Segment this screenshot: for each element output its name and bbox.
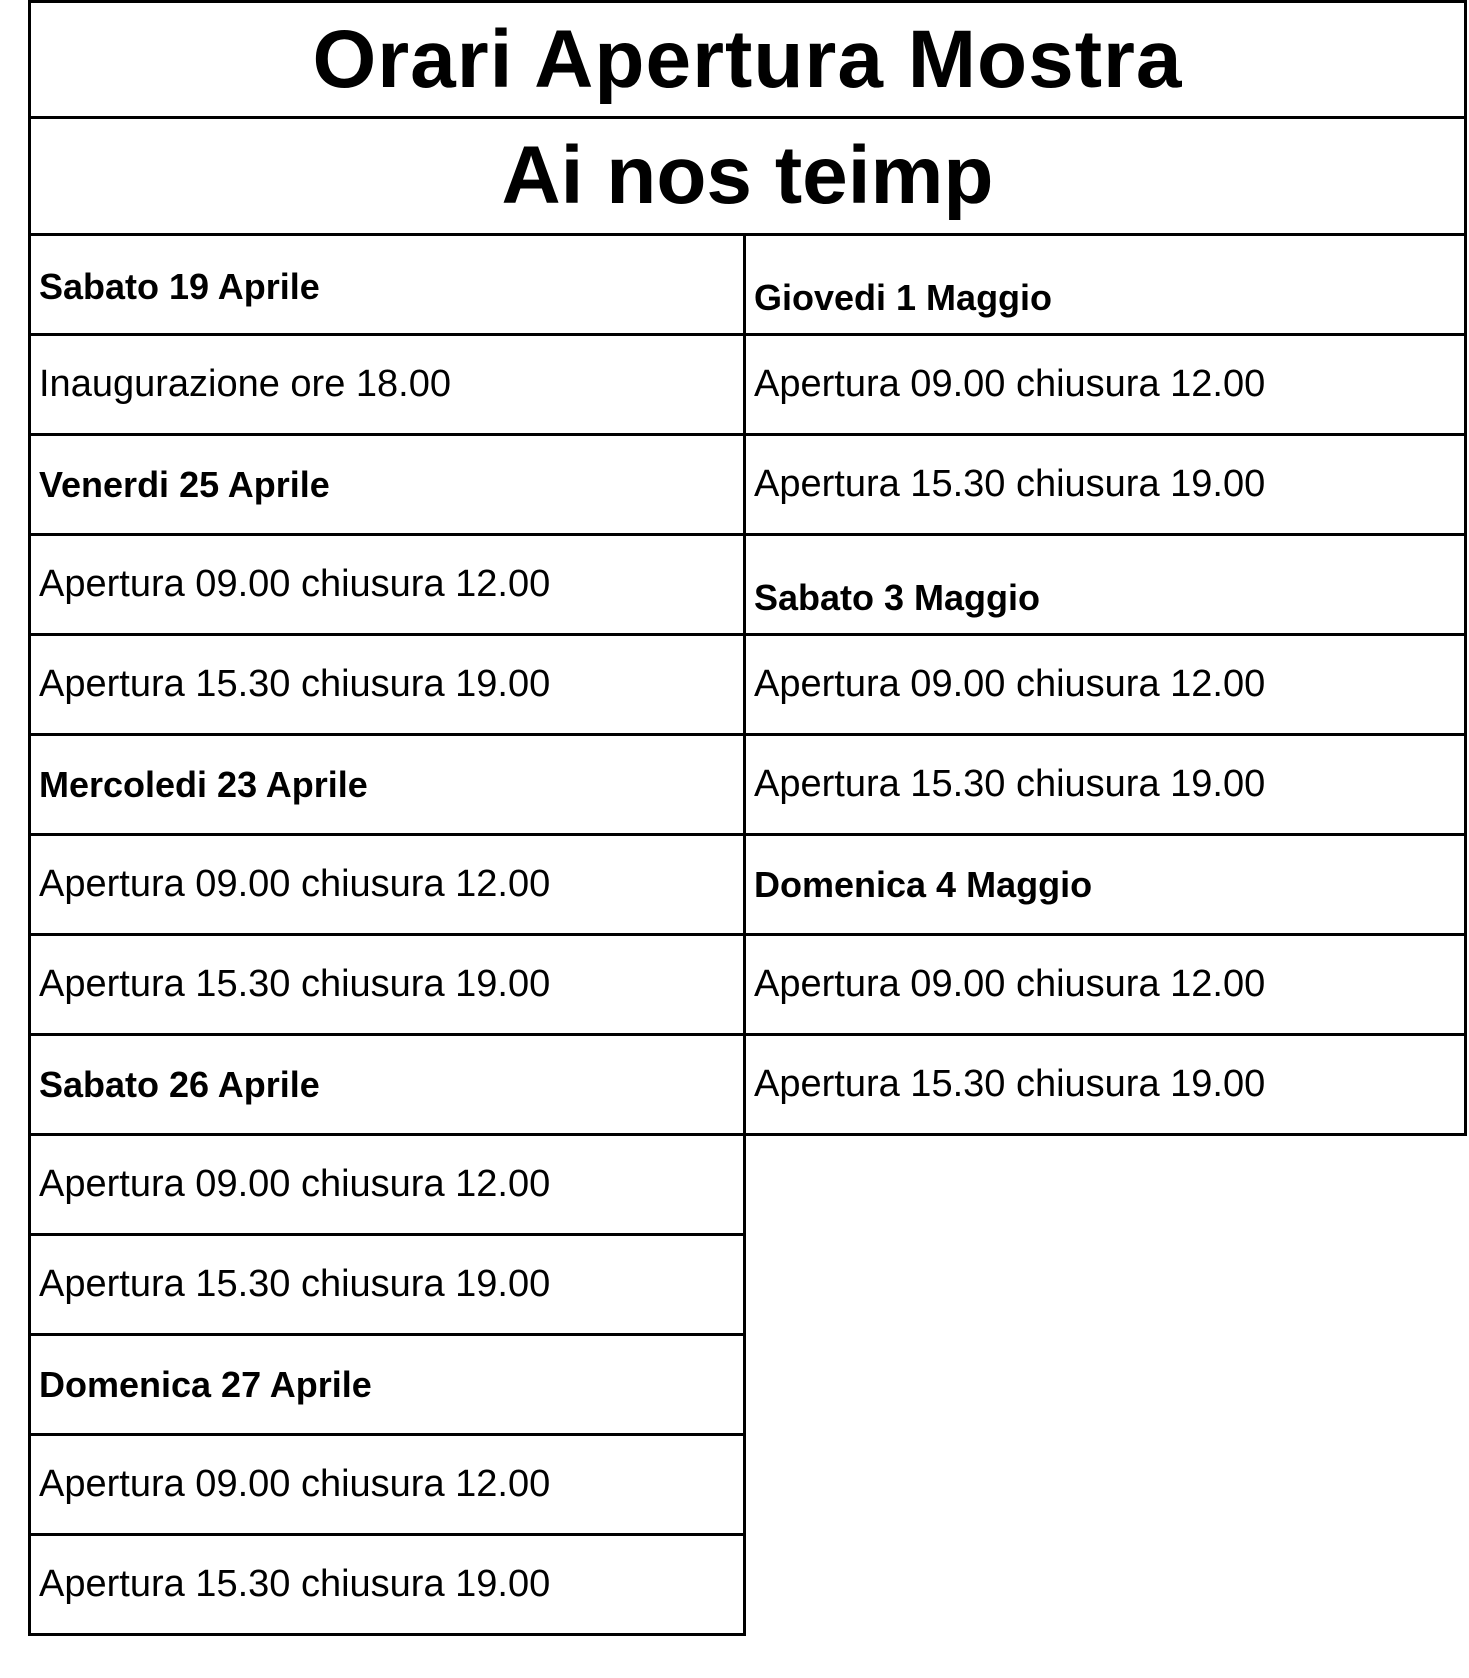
schedule-column-left bbox=[28, 233, 746, 1636]
time-slot: Apertura 09.00 chiusura 12.00 bbox=[743, 633, 1467, 736]
day-heading: Sabato 26 Aprile bbox=[28, 1033, 746, 1136]
day-heading: Sabato 3 Maggio bbox=[743, 533, 1467, 636]
time-slot: Apertura 09.00 chiusura 12.00 bbox=[28, 833, 746, 936]
time-slot: Apertura 15.30 chiusura 19.00 bbox=[743, 733, 1467, 836]
time-slot: Apertura 15.30 chiusura 19.00 bbox=[743, 433, 1467, 536]
day-heading: Giovedi 1 Maggio bbox=[743, 233, 1467, 336]
time-slot: Apertura 15.30 chiusura 19.00 bbox=[28, 933, 746, 1036]
time-slot: Inaugurazione ore 18.00 bbox=[28, 333, 746, 436]
time-slot: Apertura 15.30 chiusura 19.00 bbox=[743, 1033, 1467, 1136]
day-heading: Sabato 19 Aprile bbox=[28, 233, 746, 336]
time-slot: Apertura 09.00 chiusura 12.00 bbox=[28, 533, 746, 636]
time-slot: Apertura 15.30 chiusura 19.00 bbox=[28, 1233, 746, 1336]
time-slot: Apertura 09.00 chiusura 12.00 bbox=[28, 1433, 746, 1536]
title-exhibition-name: Ai nos teimp bbox=[28, 116, 1467, 236]
day-heading: Mercoledi 23 Aprile bbox=[28, 733, 746, 836]
day-heading: Domenica 27 Aprile bbox=[28, 1333, 746, 1436]
time-slot: Apertura 09.00 chiusura 12.00 bbox=[743, 333, 1467, 436]
title-main: Orari Apertura Mostra bbox=[28, 0, 1467, 119]
time-slot: Apertura 09.00 chiusura 12.00 bbox=[743, 933, 1467, 1036]
time-slot: Apertura 15.30 chiusura 19.00 bbox=[28, 1533, 746, 1636]
day-heading: Venerdi 25 Aprile bbox=[28, 433, 746, 536]
day-heading: Domenica 4 Maggio bbox=[743, 833, 1467, 936]
time-slot: Apertura 15.30 chiusura 19.00 bbox=[28, 633, 746, 736]
time-slot: Apertura 09.00 chiusura 12.00 bbox=[28, 1133, 746, 1236]
schedule-column-right bbox=[743, 233, 1467, 1136]
